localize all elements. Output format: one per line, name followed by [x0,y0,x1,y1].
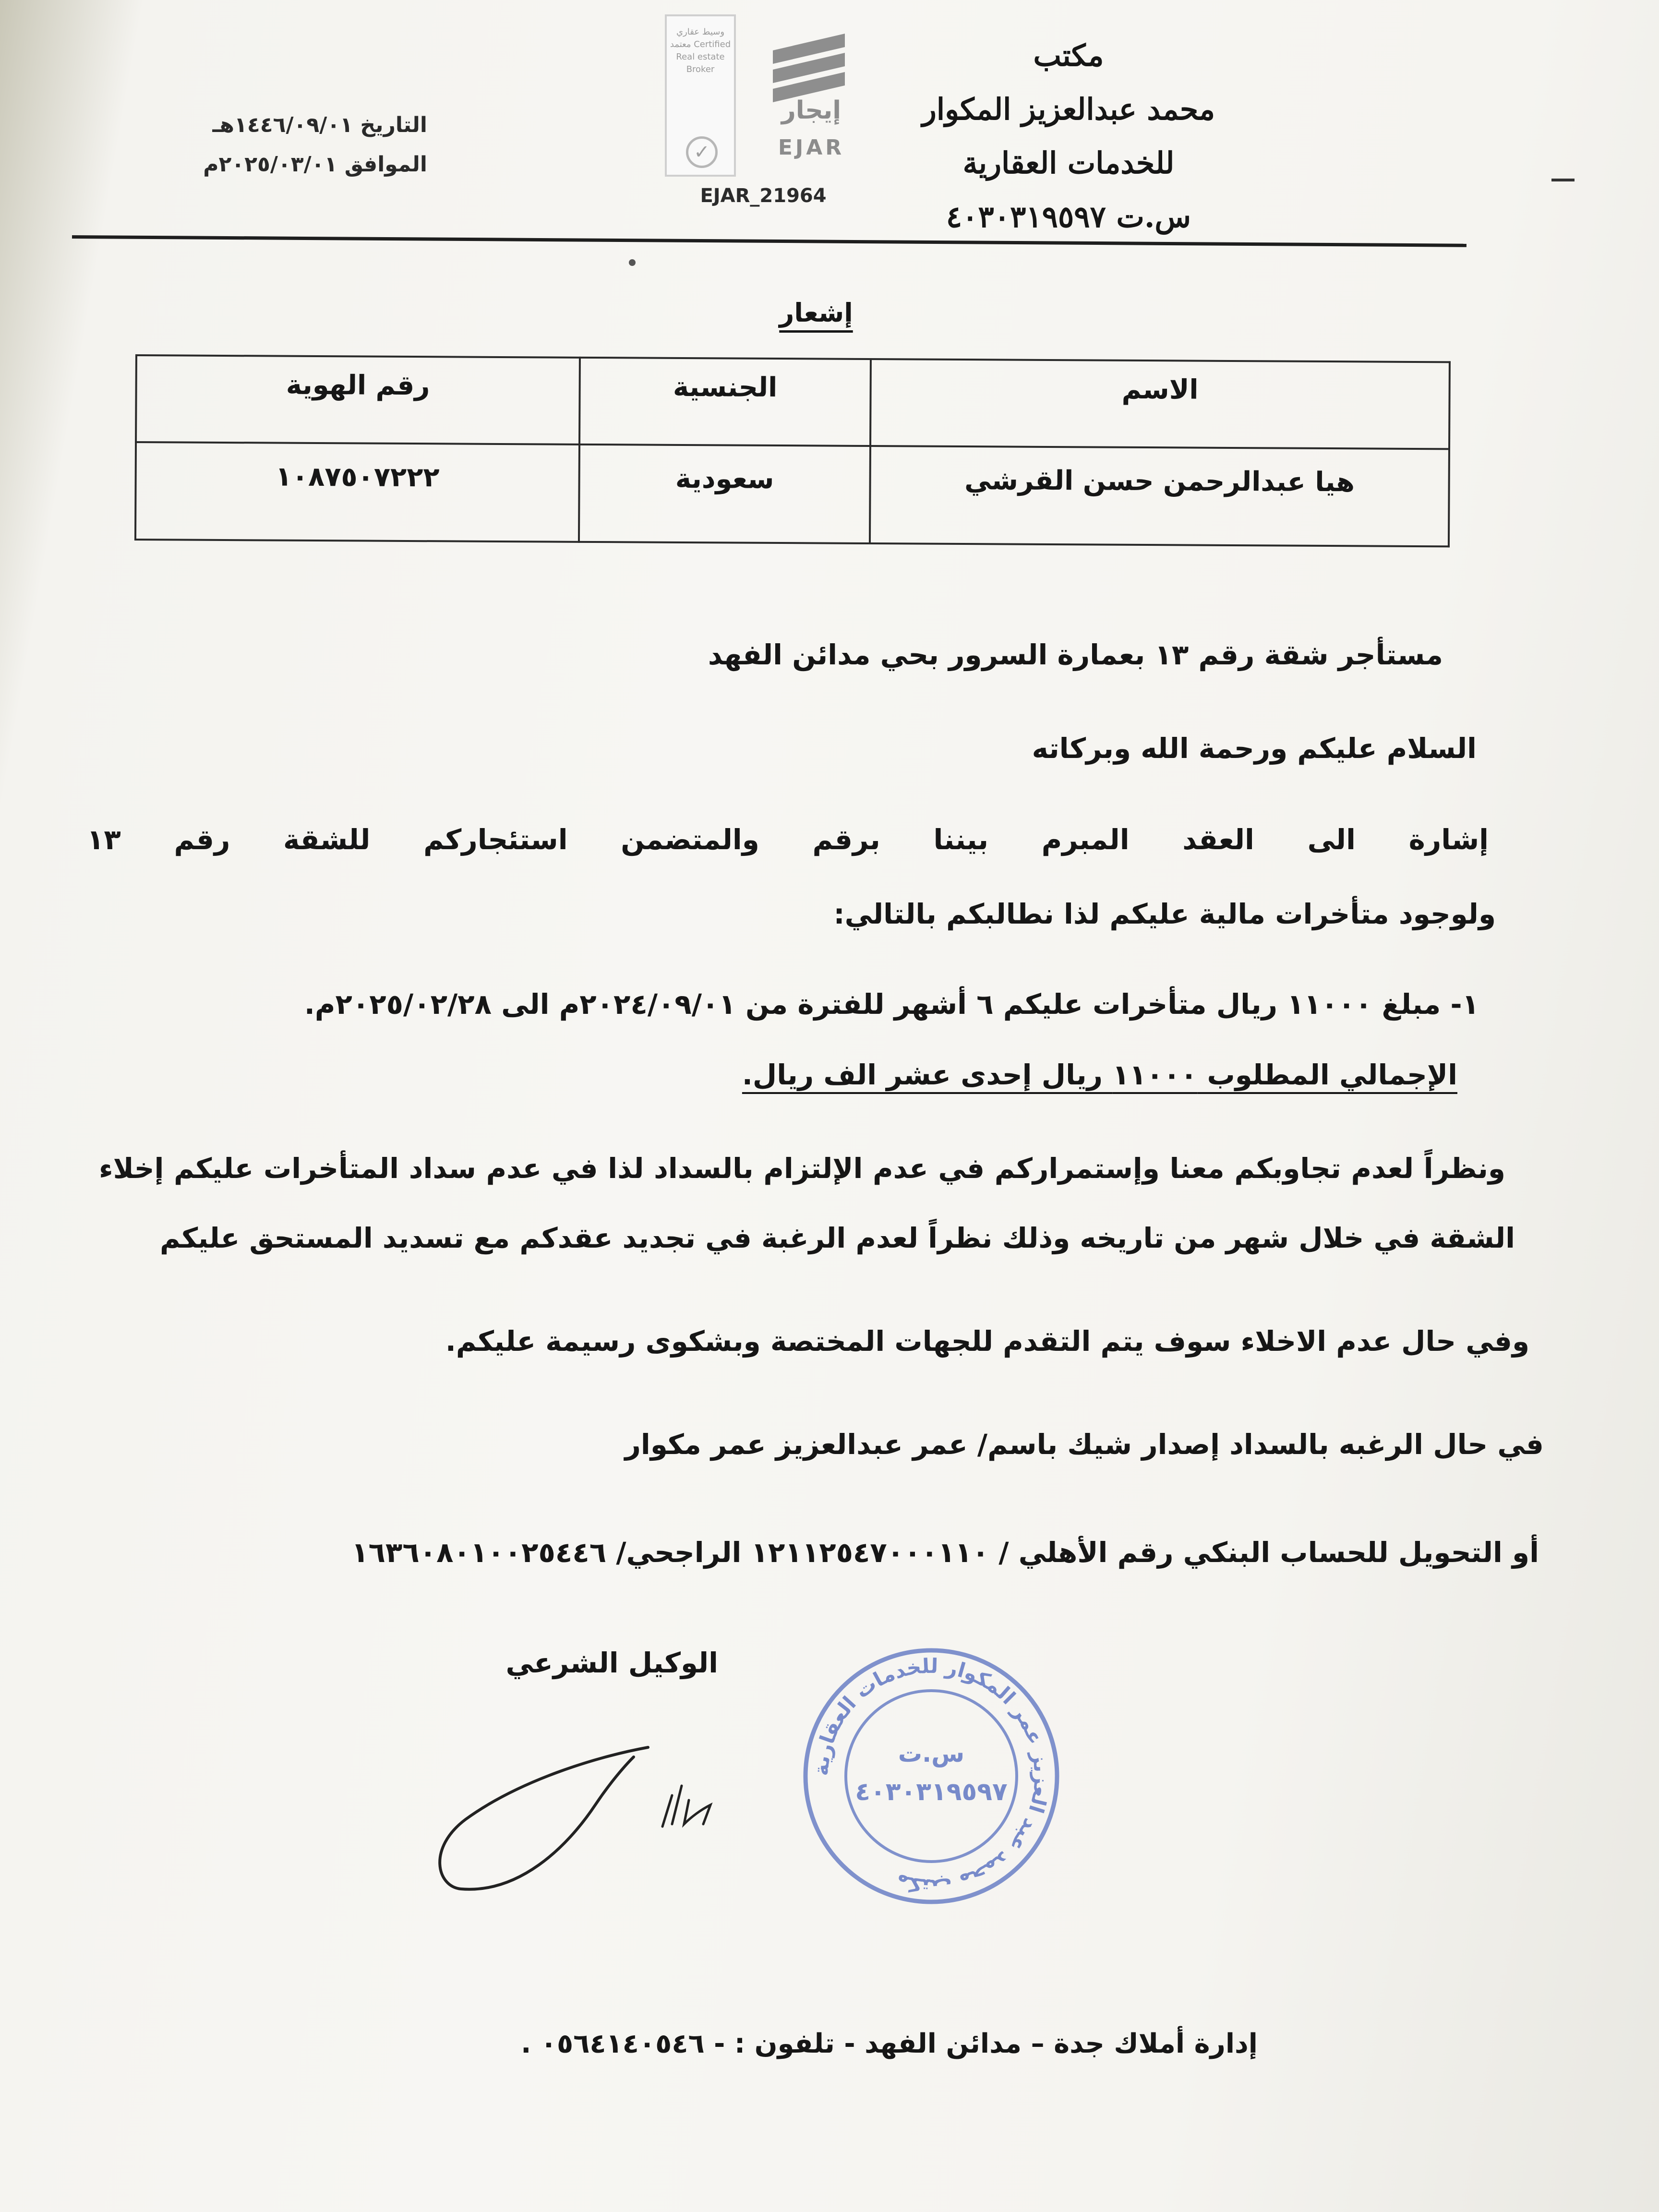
check-icon: ✓ [686,136,718,168]
table-header-row [136,355,1450,449]
gregorian-date: الموافق ٢٠٢٥/٠٣/٠١م [203,152,427,177]
tenant-name: هيا عبدالرحمن حسن القرشي [870,446,1449,546]
office-line-1: مكتب [1033,38,1104,73]
tenant-info-table [134,354,1451,547]
stamp-ring-text: مكتب محمد عبد العزيز عمر المكوار للخدمات العقارية [809,1654,1054,1899]
certified-broker-badge [665,14,736,177]
header-name: الاسم [870,359,1450,449]
office-cr-number: س.ت ٤٠٣٠٣١٩٥٩٧ [946,199,1191,234]
greeting: السلام عليكم ورحمة الله وبركاته [1032,732,1477,765]
paragraph-2-line-1: ونظراً لعدم تجاوبكم معنا وإستمراركم في عدم الإلتزام بالسداد لذا في عدم سداد المتأخرات عليكم إخلاء [99,1152,1505,1185]
recipient-line: مستأجر شقة رقم ١٣ بعمارة السرور بحي مدائن الفهد [708,638,1443,671]
date-block [120,106,427,184]
broker-id: EJAR_21964 [700,185,827,207]
office-stamp [797,1642,1066,1911]
header-nationality: الجنسية [579,358,871,446]
tenant-nationality: سعودية [579,445,870,543]
office-header [853,29,1285,244]
stamp-cr-number: ٤٠٣٠٣١٩٥٩٧ [855,1778,1008,1806]
signature-label: الوكيل الشرعي [505,1647,718,1679]
handwritten-signature [422,1728,758,1920]
badge-text: وسيط عقاري معتمد Certified Real estate Broker [670,27,731,74]
stamp-cr-label: س.ت [898,1740,965,1767]
table-row [135,442,1449,546]
hijri-date: التاريخ ١٤٤٦/٠٩/٠١هـ [212,113,427,137]
paragraph-4: في حال الرغبه بالسداد إصدار شيك باسم/ عمر عبدالعزيز عمر مكوار [625,1428,1544,1461]
office-services: للخدمات العقارية [962,145,1175,180]
header-id-number: رقم الهوية [136,355,580,445]
total-amount: الإجمالي المطلوب ١١٠٠٠ ريال إحدى عشر الف ريال. [742,1058,1457,1091]
ejar-name-arabic: إيجار [781,96,842,125]
edge-mark [1551,179,1575,181]
paragraph-1-line-1: إشارة الى العقد المبرم بيننا برقم والمتضمن استئجاركم للشقة رقم ١٣ [87,823,1489,856]
item-1: ١- مبلغ ١١٠٠٠ ريال متأخرات عليكم ٦ أشهر للفترة من ٢٠٢٤/٠٩/٠١م الى ٢٠٢٥/٠٢/٢٨م. [304,988,1479,1021]
tenant-id-number: ١٠٨٧٥٠٧٢٢٢ [135,442,579,542]
paragraph-5-bank-accounts: أو التحويل للحساب البنكي رقم الأهلي / ١٢١١٢٥٤٧٠٠٠١١٠ الراجحي/ ١٦٣٦٠٨٠١٠٠٢٥٤٤٦ [351,1536,1539,1569]
office-name: محمد عبدالعزيز المكوار [922,92,1215,127]
paragraph-2-line-2: الشقة في خلال شهر من تاريخه وذلك نظراً لعدم الرغبة في تجديد عقدكم مع تسديد المستحق عليكم [160,1222,1515,1254]
notice-title: إشعار [779,298,853,328]
paragraph-3: وفي حال عدم الاخلاء سوف يتم التقدم للجهات المختصة وبشكوى رسيمة عليكم. [445,1325,1529,1358]
paragraph-1-line-2: ولوجود متأخرات مالية عليكم لذا نطالبكم بالتالي: [833,898,1496,930]
ink-dot [629,259,636,266]
ejar-name-english: EJAR [778,135,845,160]
footer-contact: إدارة أملاك جدة – مدائن الفهد - تلفون : - ٠٥٦٤١٤٠٥٤٦ . [521,2028,1258,2059]
